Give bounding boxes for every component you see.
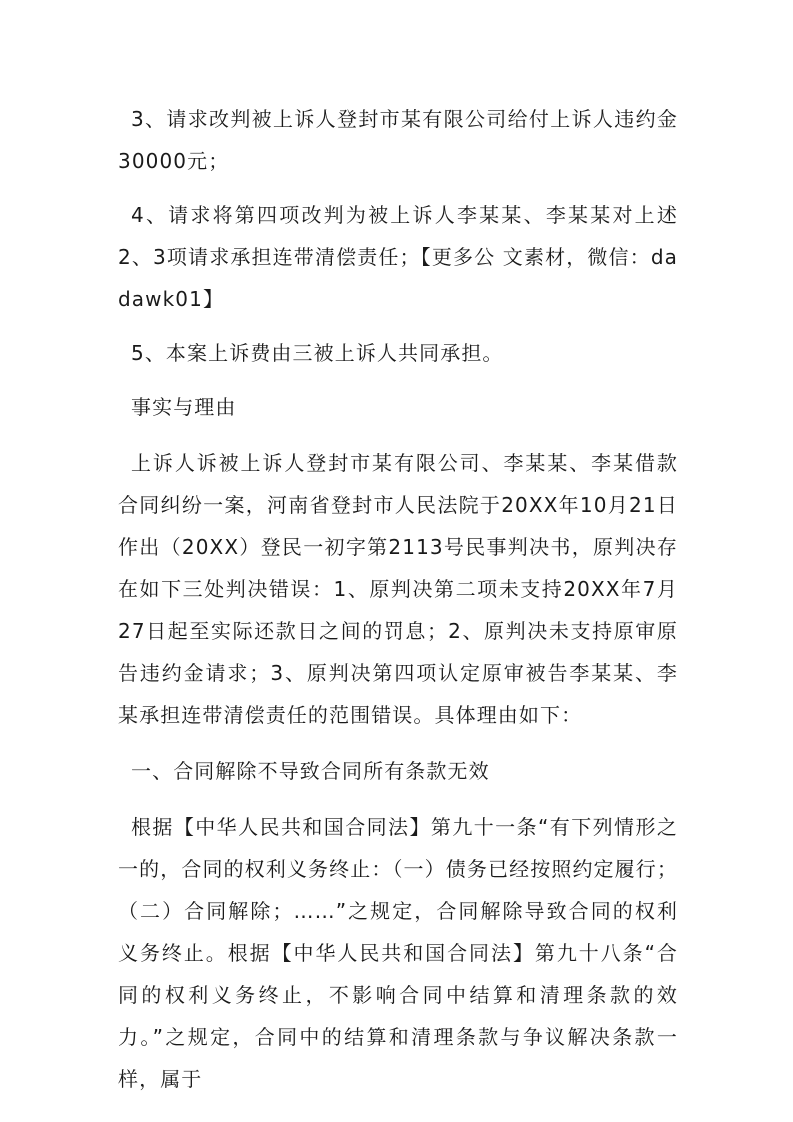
request-item-5: 5、本案上诉费由三被上诉人共同承担。	[131, 341, 504, 365]
facts-paragraph: 上诉人诉被上诉人登封市某有限公司、李某某、李某借款合同纠纷一案，河南省登封市人民法院于20XX年10月21日作出（20XX）登民一初字第2113号民事判决书，原判决存在如下三处判决错误：1、原判决第二项未支持20XX年7月27日起至实际还款日之间的罚息；2、原判决未支持原审原告违约金请求；3、原判决第四项认定原审被告李某某、李某承担连带清偿责任的范围错误。具体理由如下：	[118, 451, 678, 727]
request-item-4: 4、请求将第四项改判为被上诉人李某某、李某某对上述2、3项请求承担连带清偿责任；【更多公 文素材，微信：dadawk01】	[118, 203, 678, 311]
section-heading-contract-termination: 一、合同解除不导致合同所有条款无效	[131, 759, 490, 783]
section-heading-facts-reasons: 事实与理由	[131, 395, 237, 419]
document-body	[118, 98, 678, 1100]
request-item-3: 3、请求改判被上诉人登封市某有限公司给付上诉人违约金30000元；	[118, 107, 678, 173]
legal-basis-paragraph: 根据【中华人民共和国合同法】第九十一条“有下列情形之一的，合同的权利义务终止：（一）债务已经按照约定履行；（二）合同解除；……”之规定，合同解除导致合同的权利义务终止。根据【中华人民共和国合同法】第九十八条“合同的权利义务终止，不影响合同中结算和清理条款的效力。”之规定，合同中的结算和清理条款与争议解决条款一样，属于	[118, 815, 678, 1091]
